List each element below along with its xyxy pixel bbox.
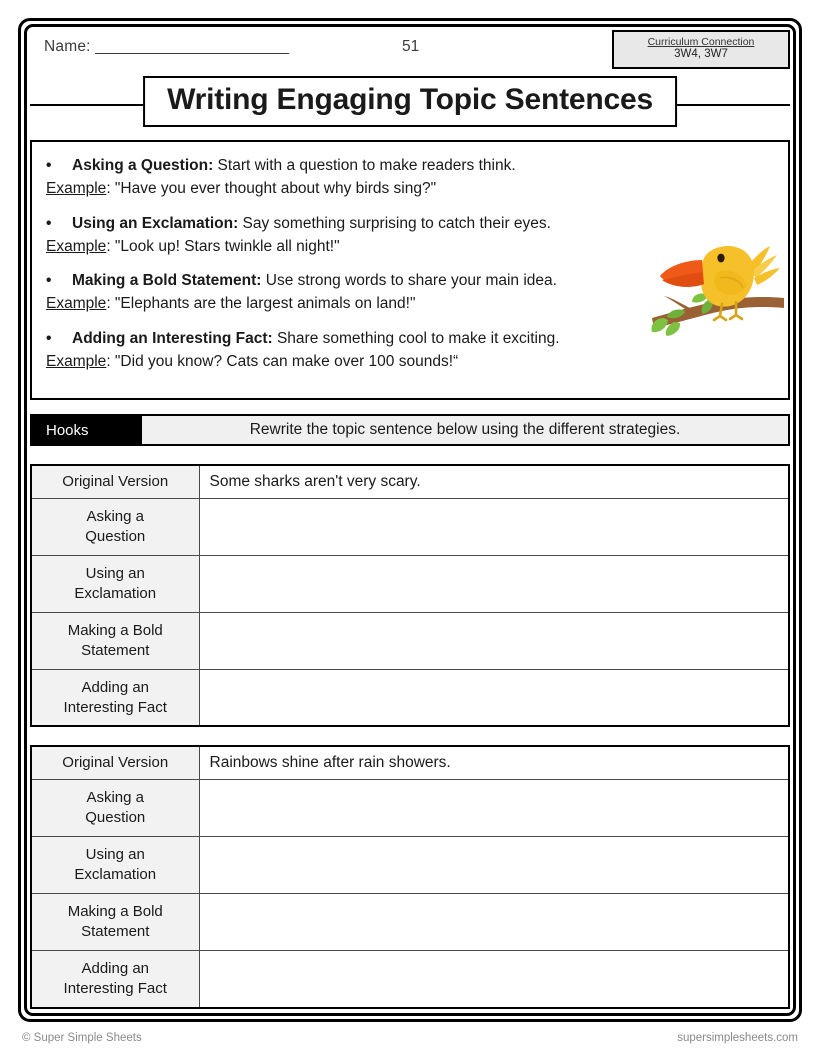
strategy-label-asking-a-question: Asking a Question <box>31 498 199 555</box>
table-row <box>31 837 789 894</box>
strategy-description: Share something cool to make it exciting. <box>272 329 560 347</box>
title-section <box>30 76 790 132</box>
strategy-example-line <box>46 292 774 315</box>
example-text: : "Elephants are the largest animals on land!" <box>106 295 416 313</box>
original-version-label: Original Version <box>31 465 199 498</box>
worksheet-content <box>30 28 790 1012</box>
strategy-example-line <box>46 177 774 200</box>
table-row <box>31 612 789 669</box>
table-row <box>31 465 789 498</box>
answer-field-adding-an-interesting-fact[interactable] <box>199 951 789 1008</box>
original-sentence: Rainbows shine after rain showers. <box>199 746 789 779</box>
answer-field-making-a-bold-statement[interactable] <box>199 894 789 951</box>
strategy-name: Asking a Question: <box>72 157 214 174</box>
strategy-label-using-an-exclamation: Using an Exclamation <box>31 837 199 894</box>
hook-table-2 <box>30 745 790 1008</box>
footer-copyright: © Super Simple Sheets <box>22 1032 142 1044</box>
strategy-label-making-a-bold-statement: Making a Bold Statement <box>31 612 199 669</box>
strategy-name: Using an Exclamation: <box>72 214 239 232</box>
strategy-label-using-an-exclamation: Using an Exclamation <box>31 555 199 612</box>
table-row <box>31 498 789 555</box>
strategy-heading-line <box>46 327 774 350</box>
strategy-item <box>46 269 774 316</box>
curriculum-connection-badge <box>612 30 790 69</box>
name-field[interactable]: Name: ______________________ <box>44 38 290 55</box>
strategy-heading-line <box>46 212 774 235</box>
table-row <box>31 555 789 612</box>
table-row <box>31 669 789 726</box>
strategy-description: Say something surprising to catch their eyes. <box>238 214 551 232</box>
strategy-heading-line <box>46 154 774 177</box>
table-row <box>31 894 789 951</box>
hooks-tag-label: Hooks <box>32 416 142 444</box>
page-number: 51 <box>402 38 420 55</box>
strategy-example-line <box>46 350 774 373</box>
strategy-label-adding-an-interesting-fact: Adding an Interesting Fact <box>31 951 199 1008</box>
footer <box>22 1032 798 1044</box>
hook-table-1 <box>30 464 790 727</box>
example-text: : "Look up! Stars twinkle all night!" <box>106 237 340 255</box>
answer-field-adding-an-interesting-fact[interactable] <box>199 669 789 726</box>
bullet-icon: • <box>46 214 52 232</box>
answer-field-asking-a-question[interactable] <box>199 780 789 837</box>
example-text: : "Did you know? Cats can make over 100 sounds!“ <box>106 352 459 370</box>
table-row <box>31 746 789 779</box>
strategy-description: Use strong words to share your main idea. <box>261 272 557 289</box>
strategy-example-line <box>46 235 774 258</box>
curriculum-title: Curriculum Connection <box>647 36 755 48</box>
table-row <box>31 951 789 1008</box>
strategy-name: Making a Bold Statement: <box>72 272 262 289</box>
bullet-icon: • <box>46 329 52 347</box>
example-label: Example <box>46 180 107 198</box>
strategy-label-asking-a-question: Asking a Question <box>31 780 199 837</box>
footer-website: supersimplesheets.com <box>677 1032 798 1044</box>
curriculum-codes: 3W4, 3W7 <box>674 48 728 61</box>
bullet-icon: • <box>46 157 52 174</box>
bullet-icon: • <box>46 272 52 289</box>
answer-field-using-an-exclamation[interactable] <box>199 837 789 894</box>
hooks-instruction-text: Rewrite the topic sentence below using the different strategies. <box>142 416 788 444</box>
strategy-label-adding-an-interesting-fact: Adding an Interesting Fact <box>31 669 199 726</box>
example-label: Example <box>46 237 107 255</box>
strategy-label-making-a-bold-statement: Making a Bold Statement <box>31 894 199 951</box>
example-text: : "Have you ever thought about why birds sing?" <box>106 180 437 198</box>
example-label: Example <box>46 295 107 313</box>
strategy-description: Start with a question to make readers think. <box>213 157 516 174</box>
answer-field-using-an-exclamation[interactable] <box>199 555 789 612</box>
strategy-name: Adding an Interesting Fact: <box>72 329 273 347</box>
table-row <box>31 780 789 837</box>
original-version-label: Original Version <box>31 746 199 779</box>
hooks-section-bar <box>30 414 790 446</box>
answer-field-making-a-bold-statement[interactable] <box>199 612 789 669</box>
strategy-item <box>46 327 774 374</box>
strategy-item <box>46 154 774 201</box>
strategy-item <box>46 212 774 259</box>
title-box <box>143 76 677 127</box>
example-label: Example <box>46 352 107 370</box>
strategy-heading-line <box>46 269 774 292</box>
strategies-box <box>30 140 790 400</box>
original-sentence: Some sharks aren't very scary. <box>199 465 789 498</box>
answer-field-asking-a-question[interactable] <box>199 498 789 555</box>
page-title: Writing Engaging Topic Sentences <box>167 83 653 116</box>
header <box>30 28 790 74</box>
